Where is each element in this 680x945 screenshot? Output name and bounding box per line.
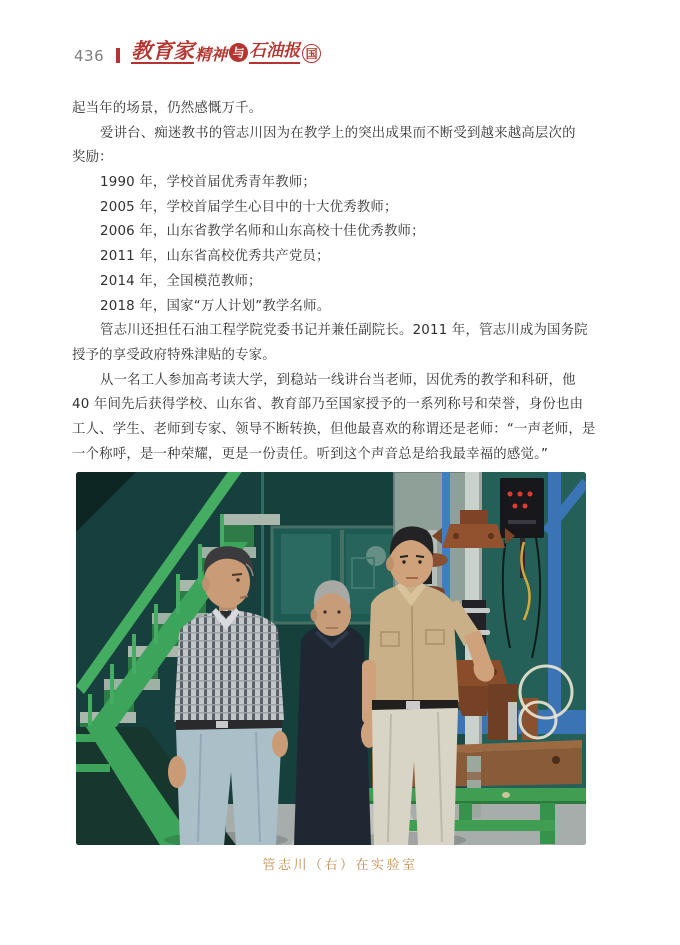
photo-caption: 管志川（右）在实验室 xyxy=(262,858,418,874)
body-line: 授予的享受政府特殊津贴的专家。 xyxy=(72,347,276,363)
header-divider-bar xyxy=(116,48,120,63)
body-line: 2018 年，国家“万人计划”教学名师。 xyxy=(100,298,331,314)
body-line: 起当年的场景，仍然感慨万千。 xyxy=(72,101,263,116)
body-line: 2011 年，山东省高校优秀共产党员； xyxy=(100,249,330,265)
body-line: 1990 年，学校首届优秀青年教师； xyxy=(100,175,317,191)
title-seg-shiyoubao: 石油报 xyxy=(249,43,300,64)
title-seg-jingshen: 精神 xyxy=(195,45,228,64)
body-line: 管志川还担任石油工程学院党委书记并兼任副院长。2011 年，管志川成为国务院 xyxy=(100,323,588,339)
page-header xyxy=(0,0,680,64)
body-line: 2006 年，山东省教学名师和山东高校十佳优秀教师； xyxy=(100,224,425,240)
body-line: 2014 年，全国模范教师； xyxy=(100,273,262,289)
page-number: 436 xyxy=(74,47,105,65)
body-line: 一个称呼，是一种荣耀，更是一份责任。听到这个声音总是给我最幸福的感觉。” xyxy=(72,446,549,462)
book-title-logo xyxy=(131,40,321,64)
title-seg-jiaoyujia: 教育家 xyxy=(131,38,195,63)
body-line: 从一名工人参加高考读大学，到稳站一线讲台当老师，因优秀的教学和科研，他 xyxy=(100,372,576,388)
body-text xyxy=(72,97,608,467)
lab-photo xyxy=(76,472,586,845)
body-line: 爱讲台、痴迷教书的管志川因为在教学上的突出成果而不断受到越来越高层次的 xyxy=(100,125,576,141)
body-line: 2005 年，学校首届学生心目中的十大优秀教师； xyxy=(100,199,398,215)
lab-photo-illustration xyxy=(76,472,586,845)
title-guo-badge: 国 xyxy=(302,44,321,63)
body-line: 40 年间先后获得学校、山东省、教育部乃至国家授予的一系列称号和荣誉，身份也由 xyxy=(72,397,584,413)
body-line: 工人、学生、老师到专家、领导不断转换，但他最喜欢的称谓还是老师：“一声老师，是 xyxy=(72,421,596,437)
body-line: 奖励： xyxy=(72,150,113,166)
title-yu-badge: 与 xyxy=(229,43,248,62)
